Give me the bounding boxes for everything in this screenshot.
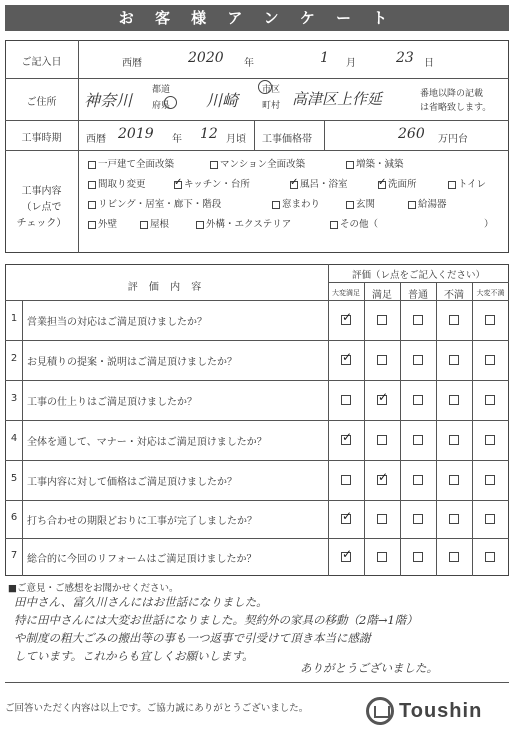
question-text: 打ち合わせの期限どおりに工事が完了しましたか？ — [27, 516, 257, 527]
question-text: 総合的に今回のリフォームはご満足頂けましたか？ — [27, 554, 257, 565]
rating-checkbox[interactable] — [449, 514, 459, 524]
question-text: お見積りの提案・説明はご満足頂けましたか？ — [27, 357, 237, 368]
work-label-3: チェック） — [16, 218, 67, 229]
work-option-8[interactable]: トイレ — [448, 176, 486, 190]
question-text: 全体を通して、マナー・対応はご満足頂けましたか？ — [27, 437, 267, 448]
rating-checkbox[interactable] — [341, 395, 351, 405]
question-number: 6 — [10, 512, 18, 523]
rating-checkbox[interactable] — [413, 355, 423, 365]
period-month: 12 — [200, 126, 218, 142]
rating-checkbox[interactable] — [485, 435, 495, 445]
work-option-11[interactable]: 玄関 — [346, 196, 375, 210]
rating-checkbox[interactable] — [413, 435, 423, 445]
entry-date-era: 西暦 — [122, 58, 142, 69]
col-dissatisfied: 不満 — [444, 290, 464, 301]
period-month-unit: 月頃 — [226, 134, 246, 145]
pref-circle — [164, 96, 177, 109]
rating-checkbox[interactable] — [449, 395, 459, 405]
question-text: 工事内容に対して価格はご満足頂けましたか？ — [27, 477, 237, 488]
col-very-dissatisfied: 大変不満 — [476, 289, 505, 297]
question-number: 2 — [10, 353, 18, 364]
rating-checkbox[interactable] — [377, 355, 387, 365]
work-label-1: 工事内容 — [21, 186, 62, 197]
rating-checkbox[interactable] — [341, 355, 351, 365]
rating-checkbox[interactable] — [341, 475, 351, 485]
rating-checkbox[interactable] — [413, 514, 423, 524]
period-label: 工事時期 — [21, 133, 62, 144]
rating-checkbox[interactable] — [377, 315, 387, 325]
rating-checkbox[interactable] — [485, 395, 495, 405]
rating-checkbox[interactable] — [449, 475, 459, 485]
comments-label: ■ご意見・ご感想をお聞かせください。 — [8, 583, 179, 594]
pref-label-top: 都道 — [152, 85, 171, 95]
city-circle — [258, 80, 272, 94]
col-satisfied: 満足 — [372, 290, 392, 301]
city-label-top: 市区 — [262, 85, 281, 95]
comment-line-2: 特に田中さんには大変お世話になりました。契約外の家具の移動（2階→1階） — [14, 613, 418, 627]
entry-date-day: 23 — [396, 50, 414, 66]
address-note-2: は省略致します。 — [420, 103, 492, 113]
work-option-5[interactable]: ✓ キッチン・台所 — [174, 176, 250, 190]
rating-checkbox[interactable] — [485, 315, 495, 325]
question-text: 営業担当の対応はご満足頂けましたか？ — [27, 317, 207, 328]
question-number: 3 — [10, 393, 18, 404]
rating-checkbox[interactable] — [449, 355, 459, 365]
rating-checkbox[interactable] — [377, 395, 387, 405]
page-title: お 客 様 ア ン ケ ー ト — [5, 5, 509, 31]
entry-date-year: 2020 — [188, 50, 224, 66]
comment-line-4: しています。これからも宜しくお願いします。 — [14, 649, 254, 663]
work-option-15[interactable]: 外構・エクステリア — [196, 216, 291, 230]
work-option-7[interactable]: ✓ 洗面所 — [378, 176, 417, 190]
question-text: 工事の仕上りはご満足頂けましたか？ — [27, 397, 197, 408]
period-year-unit: 年 — [172, 134, 182, 145]
rating-checkbox[interactable] — [341, 435, 351, 445]
comment-line-5: ありがとうございました。 — [300, 661, 438, 675]
entry-date-month-unit: 月 — [346, 58, 356, 69]
rating-checkbox[interactable] — [413, 475, 423, 485]
col-very-satisfied: 大変満足 — [332, 289, 360, 297]
rating-checkbox[interactable] — [341, 552, 351, 562]
evaluation-header-right: 評価（レ点をご記入ください） — [351, 270, 485, 281]
work-option-13[interactable]: 外壁 — [88, 216, 117, 230]
price-label: 工事価格帯 — [262, 134, 312, 145]
question-number: 1 — [10, 313, 18, 324]
address-label: ご住所 — [26, 97, 57, 108]
period-year: 2019 — [118, 126, 154, 142]
work-option-6[interactable]: ✓ 風呂・浴室 — [290, 176, 348, 190]
rating-checkbox[interactable] — [485, 552, 495, 562]
rating-checkbox[interactable] — [377, 514, 387, 524]
work-option-4[interactable]: 間取り変更 — [88, 176, 146, 190]
company-logo — [366, 697, 482, 725]
work-option-14[interactable]: 屋根 — [140, 216, 169, 230]
period-era: 西暦 — [86, 134, 106, 145]
evaluation-header-left: 評 価 内 容 — [127, 282, 206, 293]
question-number: 7 — [10, 550, 18, 561]
address-city: 川崎 — [206, 91, 239, 110]
pref-label-bottom: 府県 — [152, 101, 171, 111]
entry-date-label: ご記入日 — [21, 57, 62, 68]
logo-text: Toushin — [399, 699, 483, 722]
rating-checkbox[interactable] — [413, 395, 423, 405]
entry-date-month: 1 — [320, 50, 329, 66]
question-number: 4 — [10, 433, 18, 444]
work-option-10[interactable]: 窓まわり — [272, 196, 320, 210]
entry-date-year-unit: 年 — [244, 58, 254, 69]
rating-checkbox[interactable] — [449, 435, 459, 445]
address-prefecture: 神奈川 — [84, 91, 133, 110]
rating-checkbox[interactable] — [485, 355, 495, 365]
rating-checkbox[interactable] — [485, 514, 495, 524]
rating-checkbox[interactable] — [413, 315, 423, 325]
rating-checkbox[interactable] — [485, 475, 495, 485]
rating-checkbox[interactable] — [377, 435, 387, 445]
price-value: 260 — [398, 126, 425, 142]
rating-checkbox[interactable] — [341, 315, 351, 325]
address-note-1: 番地以降の記載 — [420, 89, 484, 99]
col-normal: 普通 — [408, 290, 428, 301]
rating-checkbox[interactable] — [413, 552, 423, 562]
rating-checkbox[interactable] — [449, 552, 459, 562]
comment-line-1: 田中さん、富久川さんにはお世話になりました。 — [14, 595, 268, 609]
question-number: 5 — [10, 473, 18, 484]
price-unit: 万円台 — [438, 134, 468, 145]
comment-line-3: や制度の粗大ごみの搬出等の事も一つ返事で引受けて頂き本当に感謝 — [14, 631, 371, 645]
footer-text: ご回答いただく内容は以上です。ご協力誠にありがとうございました。 — [5, 703, 309, 714]
house-logo-icon — [366, 697, 394, 725]
work-option-2[interactable]: マンション全面改築 — [210, 156, 305, 170]
work-option-9[interactable]: リビング・居室・廊下・階段 — [88, 196, 221, 210]
rating-checkbox[interactable] — [377, 552, 387, 562]
work-label-2: （レ点で — [21, 202, 62, 213]
work-option-3[interactable]: 増築・減築 — [346, 156, 404, 170]
rating-checkbox[interactable] — [377, 475, 387, 485]
rating-checkbox[interactable] — [341, 514, 351, 524]
address-street: 高津区上作延 — [292, 90, 383, 108]
work-option-16[interactable]: その他（ — [330, 216, 378, 230]
work-other-close: ） — [484, 219, 494, 230]
rating-checkbox[interactable] — [449, 315, 459, 325]
entry-date-day-unit: 日 — [424, 58, 434, 69]
work-option-1[interactable]: 一戸建て全面改築 — [88, 156, 174, 170]
city-label-bottom: 町村 — [262, 101, 281, 111]
work-option-12[interactable]: 給湯器 — [408, 196, 447, 210]
